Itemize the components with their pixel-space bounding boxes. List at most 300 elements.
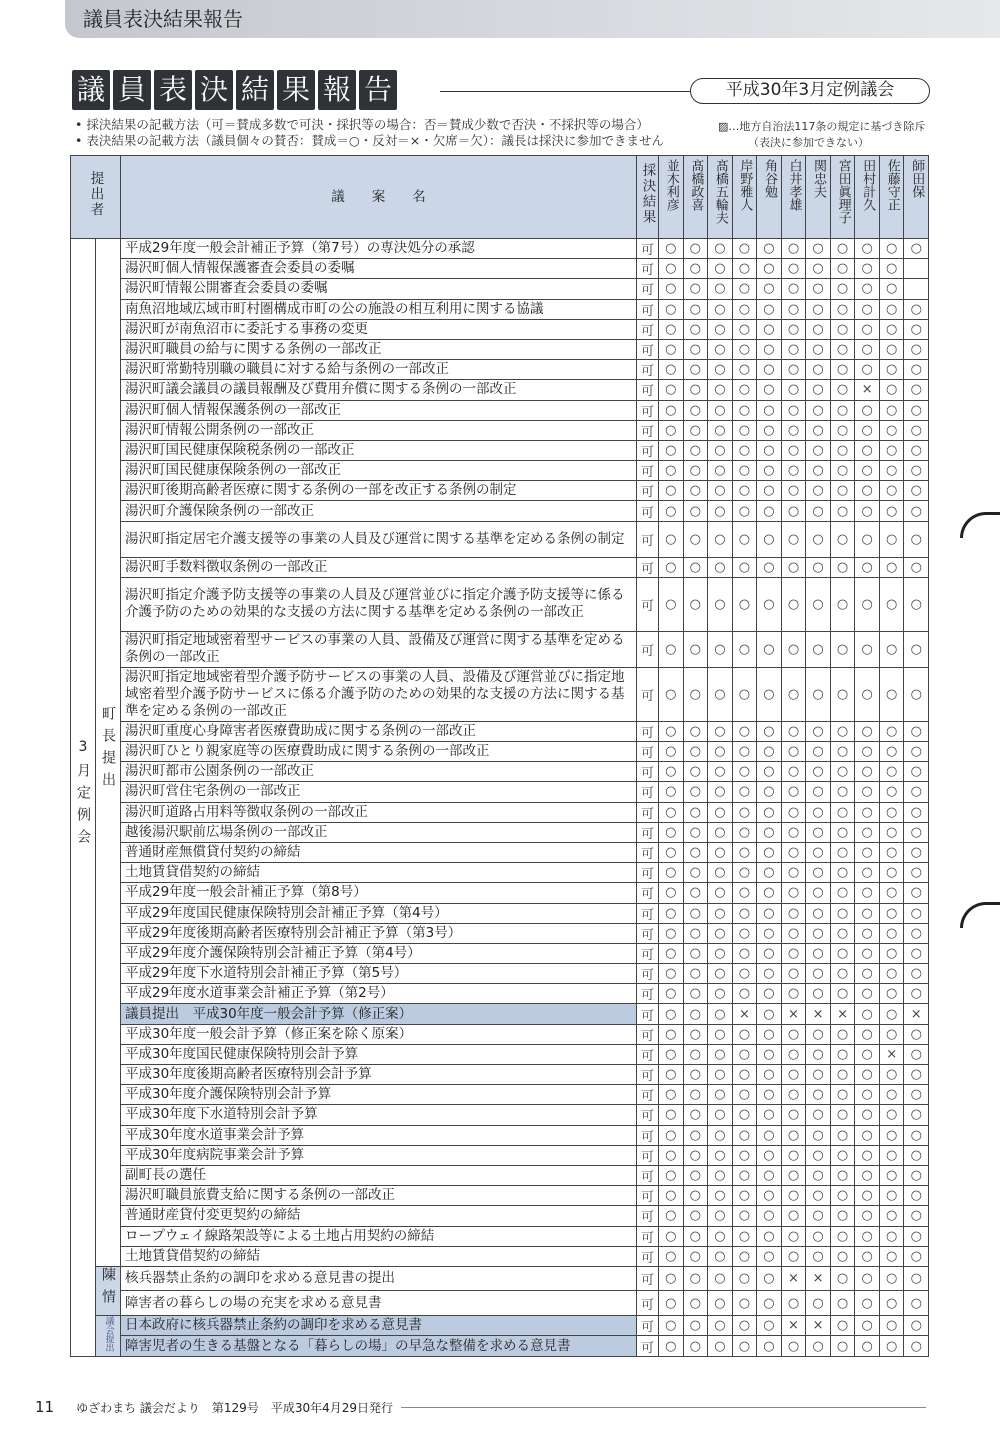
vote-for: ○ <box>806 577 831 631</box>
vote-for: ○ <box>683 1044 708 1064</box>
vote-for: ○ <box>879 1315 904 1336</box>
vote-for: ○ <box>659 577 684 631</box>
vote-for: ○ <box>732 762 757 782</box>
result-cell: 可 <box>637 1246 659 1266</box>
title-char: 決 <box>195 70 233 110</box>
vote-for: ○ <box>806 319 831 339</box>
vote-for: ○ <box>806 339 831 359</box>
result-cell: 可 <box>637 1226 659 1246</box>
agenda-name: 核兵器禁止条約の調印を求める意見書の提出 <box>121 1266 637 1291</box>
vote-for: ○ <box>659 1125 684 1145</box>
vote-for: ○ <box>683 1291 708 1316</box>
vote-for: ○ <box>806 239 831 259</box>
vote-for: ○ <box>708 461 733 481</box>
title-char: 員 <box>113 70 151 110</box>
vote-for: ○ <box>757 1125 782 1145</box>
vote-for: ○ <box>757 557 782 577</box>
vote-for: ○ <box>904 1024 929 1044</box>
result-cell: 可 <box>637 299 659 319</box>
vote-for: ○ <box>879 964 904 984</box>
vote-for: ○ <box>732 557 757 577</box>
vote-for: ○ <box>806 501 831 521</box>
vote-for: ○ <box>683 1024 708 1044</box>
vote-for: ○ <box>830 360 855 380</box>
vote-for: ○ <box>806 1291 831 1316</box>
vote-for: ○ <box>659 667 684 721</box>
vote-for: ○ <box>732 440 757 460</box>
vote-for: ○ <box>855 1105 880 1125</box>
vote-for: ○ <box>781 1125 806 1145</box>
vote-for: ○ <box>708 1024 733 1044</box>
vote-for: ○ <box>757 1085 782 1105</box>
vote-for: ○ <box>879 842 904 862</box>
vote-for: ○ <box>659 943 684 963</box>
vote-for: ○ <box>683 631 708 667</box>
header-member-cell <box>708 156 733 239</box>
vote-for: ○ <box>781 577 806 631</box>
vote-against: × <box>781 1315 806 1336</box>
vote-for: ○ <box>781 319 806 339</box>
result-cell: 可 <box>637 943 659 963</box>
vote-for: ○ <box>879 1085 904 1105</box>
vote-for: ○ <box>708 577 733 631</box>
vote-for: ○ <box>683 380 708 400</box>
vote-for: ○ <box>757 1226 782 1246</box>
vote-for: ○ <box>806 1044 831 1064</box>
vote-for: ○ <box>781 721 806 741</box>
vote-for: ○ <box>757 1186 782 1206</box>
vote-for: ○ <box>659 1315 684 1336</box>
vote-for: ○ <box>708 762 733 782</box>
table-row <box>71 667 929 721</box>
vote-for: ○ <box>732 802 757 822</box>
vote-for: ○ <box>855 239 880 259</box>
agenda-name: 湯沢町都市公園条例の一部改正 <box>121 762 637 782</box>
vote-for: ○ <box>806 923 831 943</box>
vote-for: ○ <box>659 299 684 319</box>
vote-for: ○ <box>904 742 929 762</box>
vote-for: ○ <box>830 577 855 631</box>
table-row <box>71 1145 929 1165</box>
table-row <box>71 721 929 741</box>
vote-for: ○ <box>757 577 782 631</box>
punch-hole <box>960 512 1000 538</box>
vote-for: ○ <box>659 631 684 667</box>
agenda-name: 湯沢町介護保険条例の一部改正 <box>121 501 637 521</box>
header-member: 岸野雅人 <box>737 159 753 211</box>
vote-for: ○ <box>879 1024 904 1044</box>
vote-for: ○ <box>879 903 904 923</box>
vote-for: ○ <box>781 461 806 481</box>
vote-for: ○ <box>830 400 855 420</box>
vote-for: ○ <box>879 239 904 259</box>
header-result: 採決結果 <box>639 163 656 225</box>
vote-for: ○ <box>757 984 782 1004</box>
vote-for: ○ <box>781 1336 806 1357</box>
agenda-name: 平成29年度下水道特別会計補正予算（第5号） <box>121 964 637 984</box>
vote-for: ○ <box>879 461 904 481</box>
agenda-name: 平成29年度国民健康保険特別会計補正予算（第4号） <box>121 903 637 923</box>
vote-for: ○ <box>732 259 757 279</box>
vote-for: ○ <box>904 1206 929 1226</box>
table-row <box>71 1004 929 1024</box>
vote-for: ○ <box>659 1206 684 1226</box>
vote-for: ○ <box>732 964 757 984</box>
vote-for: ○ <box>732 339 757 359</box>
vote-for: ○ <box>904 339 929 359</box>
table-row <box>71 943 929 963</box>
vote-for: ○ <box>855 1085 880 1105</box>
vote-for: ○ <box>781 521 806 557</box>
vote-for: ○ <box>879 1004 904 1024</box>
vote-against: × <box>781 1266 806 1291</box>
vote-for: ○ <box>659 923 684 943</box>
vote-for: ○ <box>683 440 708 460</box>
footer-rule <box>401 1407 926 1408</box>
agenda-name: 平成29年度水道事業会計補正予算（第2号） <box>121 984 637 1004</box>
result-cell: 可 <box>637 440 659 460</box>
vote-for: ○ <box>806 279 831 299</box>
vote-for: ○ <box>708 501 733 521</box>
header-submitter-cell <box>71 156 121 239</box>
vote-for: ○ <box>904 1105 929 1125</box>
result-cell: 可 <box>637 1125 659 1145</box>
agenda-name: 湯沢町指定地域密着型介護予防サービスの事業の人員、設備及び運営並びに指定地域密着型介護予防サービスに係る介護予防のための効果的な支援の方法に関する基準を定める条例の一部改正 <box>121 667 637 721</box>
result-cell: 可 <box>637 557 659 577</box>
table-row <box>71 481 929 501</box>
agenda-name: 障害者の暮らしの場の充実を求める意見書 <box>121 1291 637 1316</box>
vote-for: ○ <box>855 481 880 501</box>
result-cell: 可 <box>637 279 659 299</box>
agenda-name: 湯沢町重度心身障害者医療費助成に関する条例の一部改正 <box>121 721 637 741</box>
vote-for: ○ <box>855 762 880 782</box>
vote-for: ○ <box>683 339 708 359</box>
vote-for: ○ <box>806 259 831 279</box>
result-cell: 可 <box>637 1315 659 1336</box>
table-row <box>71 1085 929 1105</box>
result-cell: 可 <box>637 667 659 721</box>
vote-for: ○ <box>732 782 757 802</box>
footer <box>35 1398 926 1416</box>
vote-for: ○ <box>855 259 880 279</box>
vote-for: ○ <box>683 577 708 631</box>
result-cell: 可 <box>637 742 659 762</box>
vote-for: ○ <box>855 299 880 319</box>
vote-for: ○ <box>904 1125 929 1145</box>
title-char: 表 <box>154 70 192 110</box>
agenda-name: 湯沢町個人情報保護条例の一部改正 <box>121 400 637 420</box>
vote-for: ○ <box>732 420 757 440</box>
vote-for: ○ <box>904 964 929 984</box>
vote-for: ○ <box>904 521 929 557</box>
vote-for: ○ <box>757 239 782 259</box>
result-cell: 可 <box>637 1206 659 1226</box>
result-cell: 可 <box>637 802 659 822</box>
vote-for: ○ <box>757 1336 782 1357</box>
agenda-name: 越後湯沢駅前広場条例の一部改正 <box>121 822 637 842</box>
vote-for: ○ <box>806 1105 831 1125</box>
vote-for: ○ <box>879 1186 904 1206</box>
table-row <box>71 822 929 842</box>
table-row <box>71 863 929 883</box>
vote-for: ○ <box>757 1065 782 1085</box>
vote-for: ○ <box>659 1291 684 1316</box>
agenda-name: 平成30年度病院事業会計予算 <box>121 1145 637 1165</box>
vote-for: ○ <box>855 1226 880 1246</box>
vote-for: ○ <box>659 802 684 822</box>
vote-for: ○ <box>879 259 904 279</box>
vote-for: ○ <box>830 667 855 721</box>
submitter-cell <box>96 239 121 1267</box>
vote-for: ○ <box>830 461 855 481</box>
table-row <box>71 1044 929 1064</box>
vote-for: ○ <box>855 400 880 420</box>
vote-for: ○ <box>757 762 782 782</box>
session-cell <box>71 239 96 1357</box>
vote-for: ○ <box>879 782 904 802</box>
table-row <box>71 883 929 903</box>
vote-for: ○ <box>757 1165 782 1185</box>
header-member: 佐藤守正 <box>884 159 900 211</box>
vote-for: ○ <box>879 943 904 963</box>
vote-for: ○ <box>879 802 904 822</box>
vote-for: ○ <box>781 440 806 460</box>
vote-for: ○ <box>732 822 757 842</box>
vote-for: ○ <box>732 1291 757 1316</box>
vote-for: ○ <box>879 299 904 319</box>
agenda-name: 湯沢町情報公開条例の一部改正 <box>121 420 637 440</box>
table-row <box>71 239 929 259</box>
vote-for: ○ <box>855 822 880 842</box>
vote-for: ○ <box>904 802 929 822</box>
vote-for: ○ <box>904 903 929 923</box>
vote-for: ○ <box>855 721 880 741</box>
vote-for: ○ <box>904 1085 929 1105</box>
vote-for: ○ <box>683 1105 708 1125</box>
vote-for: ○ <box>659 400 684 420</box>
vote-for: ○ <box>781 1145 806 1165</box>
header-member: 角谷勉 <box>761 159 777 198</box>
vote-for: ○ <box>904 440 929 460</box>
vote-for: ○ <box>659 481 684 501</box>
vote-for: ○ <box>904 631 929 667</box>
vote-for: ○ <box>781 420 806 440</box>
header-member-cell <box>659 156 684 239</box>
vote-for: ○ <box>757 1315 782 1336</box>
vote-for: ○ <box>830 1125 855 1145</box>
table-row <box>71 903 929 923</box>
header-member-cell <box>757 156 782 239</box>
vote-for: ○ <box>732 360 757 380</box>
vote-for: ○ <box>781 279 806 299</box>
vote-for: ○ <box>855 883 880 903</box>
vote-for: ○ <box>855 667 880 721</box>
vote-for: ○ <box>683 1004 708 1024</box>
vote-for: ○ <box>806 1246 831 1266</box>
result-cell: 可 <box>637 1044 659 1064</box>
vote-for: ○ <box>781 1024 806 1044</box>
vote-for: ○ <box>781 1044 806 1064</box>
vote-for: ○ <box>830 440 855 460</box>
vote-for: ○ <box>830 984 855 1004</box>
vote-for: ○ <box>855 1186 880 1206</box>
header-member-cell <box>830 156 855 239</box>
agenda-name: 平成30年度介護保険特別会計予算 <box>121 1085 637 1105</box>
agenda-name: 湯沢町後期高齢者医療に関する条例の一部を改正する条例の制定 <box>121 481 637 501</box>
result-cell: 可 <box>637 1085 659 1105</box>
vote-for: ○ <box>683 1206 708 1226</box>
table-row <box>71 339 929 359</box>
vote-for: ○ <box>732 1085 757 1105</box>
vote-for: ○ <box>757 863 782 883</box>
result-cell: 可 <box>637 461 659 481</box>
result-cell: 可 <box>637 1165 659 1185</box>
vote-for: ○ <box>879 1266 904 1291</box>
vote-for: ○ <box>879 721 904 741</box>
vote-for: ○ <box>732 742 757 762</box>
vote-for: ○ <box>806 380 831 400</box>
vote-for: ○ <box>683 239 708 259</box>
vote-for: ○ <box>855 420 880 440</box>
vote-for: ○ <box>879 339 904 359</box>
vote-for: ○ <box>806 782 831 802</box>
result-cell: 可 <box>637 762 659 782</box>
vote-for: ○ <box>781 557 806 577</box>
vote-for: ○ <box>708 1004 733 1024</box>
vote-for: ○ <box>879 1246 904 1266</box>
vote-for: ○ <box>732 1186 757 1206</box>
table-row <box>71 1291 929 1316</box>
vote-for: ○ <box>781 1226 806 1246</box>
vote-for: ○ <box>683 923 708 943</box>
vote-for: ○ <box>806 557 831 577</box>
vote-for: ○ <box>830 1336 855 1357</box>
header-member: 並木利彦 <box>663 159 679 211</box>
vote-for: ○ <box>879 440 904 460</box>
vote-for: ○ <box>806 984 831 1004</box>
vote-for: ○ <box>708 1266 733 1291</box>
vote-for: ○ <box>757 742 782 762</box>
vote-for: ○ <box>659 1186 684 1206</box>
vote-for: ○ <box>708 1044 733 1064</box>
header-member-cell <box>806 156 831 239</box>
vote-for: ○ <box>708 360 733 380</box>
vote-for: ○ <box>806 1125 831 1145</box>
title-rule <box>440 91 690 92</box>
vote-for: ○ <box>683 1085 708 1105</box>
vote-for: ○ <box>659 1044 684 1064</box>
vote-for: ○ <box>830 481 855 501</box>
vote-for: ○ <box>757 1266 782 1291</box>
agenda-name: 平成29年度後期高齢者医療特別会計補正予算（第3号） <box>121 923 637 943</box>
vote-for: ○ <box>732 667 757 721</box>
vote-for: ○ <box>683 1186 708 1206</box>
result-cell: 可 <box>637 1336 659 1357</box>
vote-for: ○ <box>757 521 782 557</box>
vote-for: ○ <box>683 782 708 802</box>
result-cell: 可 <box>637 1186 659 1206</box>
vote-for: ○ <box>757 943 782 963</box>
vote-for: ○ <box>708 1315 733 1336</box>
vote-for: ○ <box>732 279 757 299</box>
vote-for: ○ <box>879 1065 904 1085</box>
result-cell: 可 <box>637 1291 659 1316</box>
vote-for: ○ <box>732 1145 757 1165</box>
vote-for: ○ <box>683 802 708 822</box>
vote-for: ○ <box>659 259 684 279</box>
agenda-name: 平成30年度下水道特別会計予算 <box>121 1105 637 1125</box>
vote-for: ○ <box>683 964 708 984</box>
result-cell: 可 <box>637 631 659 667</box>
vote-for: ○ <box>830 943 855 963</box>
vote-for: ○ <box>757 782 782 802</box>
vote-for: ○ <box>757 279 782 299</box>
vote-for: ○ <box>732 1336 757 1357</box>
result-cell: 可 <box>637 501 659 521</box>
vote-for: ○ <box>781 667 806 721</box>
vote-for: ○ <box>781 501 806 521</box>
vote-for: ○ <box>830 964 855 984</box>
vote-for: ○ <box>855 802 880 822</box>
table-row <box>71 631 929 667</box>
vote-for: ○ <box>806 802 831 822</box>
vote-for: ○ <box>683 842 708 862</box>
table-row <box>71 762 929 782</box>
vote-for: ○ <box>683 319 708 339</box>
vote-for: ○ <box>683 481 708 501</box>
vote-for: ○ <box>732 1024 757 1044</box>
vote-for: ○ <box>781 631 806 667</box>
vote-for: ○ <box>806 521 831 557</box>
vote-for: ○ <box>904 380 929 400</box>
header-member: 田村計久 <box>860 159 876 211</box>
vote-for: ○ <box>659 557 684 577</box>
vote-for: ○ <box>806 360 831 380</box>
vote-for: ○ <box>683 883 708 903</box>
submitter-cell <box>96 1315 121 1356</box>
vote-for: ○ <box>781 380 806 400</box>
vote-for: ○ <box>659 521 684 557</box>
vote-for: ○ <box>904 822 929 842</box>
vote-for: ○ <box>855 557 880 577</box>
vote-for: ○ <box>830 279 855 299</box>
vote-for: ○ <box>659 1165 684 1185</box>
vote-for: ○ <box>904 1336 929 1357</box>
vote-for: ○ <box>830 380 855 400</box>
vote-for: ○ <box>708 964 733 984</box>
vote-for: ○ <box>708 259 733 279</box>
vote-for: ○ <box>806 1165 831 1185</box>
vote-for: ○ <box>855 1165 880 1185</box>
vote-for: ○ <box>855 1004 880 1024</box>
vote-for: ○ <box>781 299 806 319</box>
vote-for: ○ <box>806 863 831 883</box>
vote-for: ○ <box>683 279 708 299</box>
table-row <box>71 1105 929 1125</box>
vote-for: ○ <box>855 1291 880 1316</box>
vote-for: ○ <box>708 420 733 440</box>
exclusion-note-line: （表決に参加できない） <box>748 136 869 149</box>
header-result-cell <box>637 156 659 239</box>
vote-for: ○ <box>683 1165 708 1185</box>
vote-for: ○ <box>757 1145 782 1165</box>
vote-for: ○ <box>830 631 855 667</box>
vote-for: ○ <box>683 1246 708 1266</box>
vote-for: ○ <box>732 380 757 400</box>
vote-for: ○ <box>781 883 806 903</box>
vote-for: ○ <box>708 863 733 883</box>
vote-for: ○ <box>855 863 880 883</box>
